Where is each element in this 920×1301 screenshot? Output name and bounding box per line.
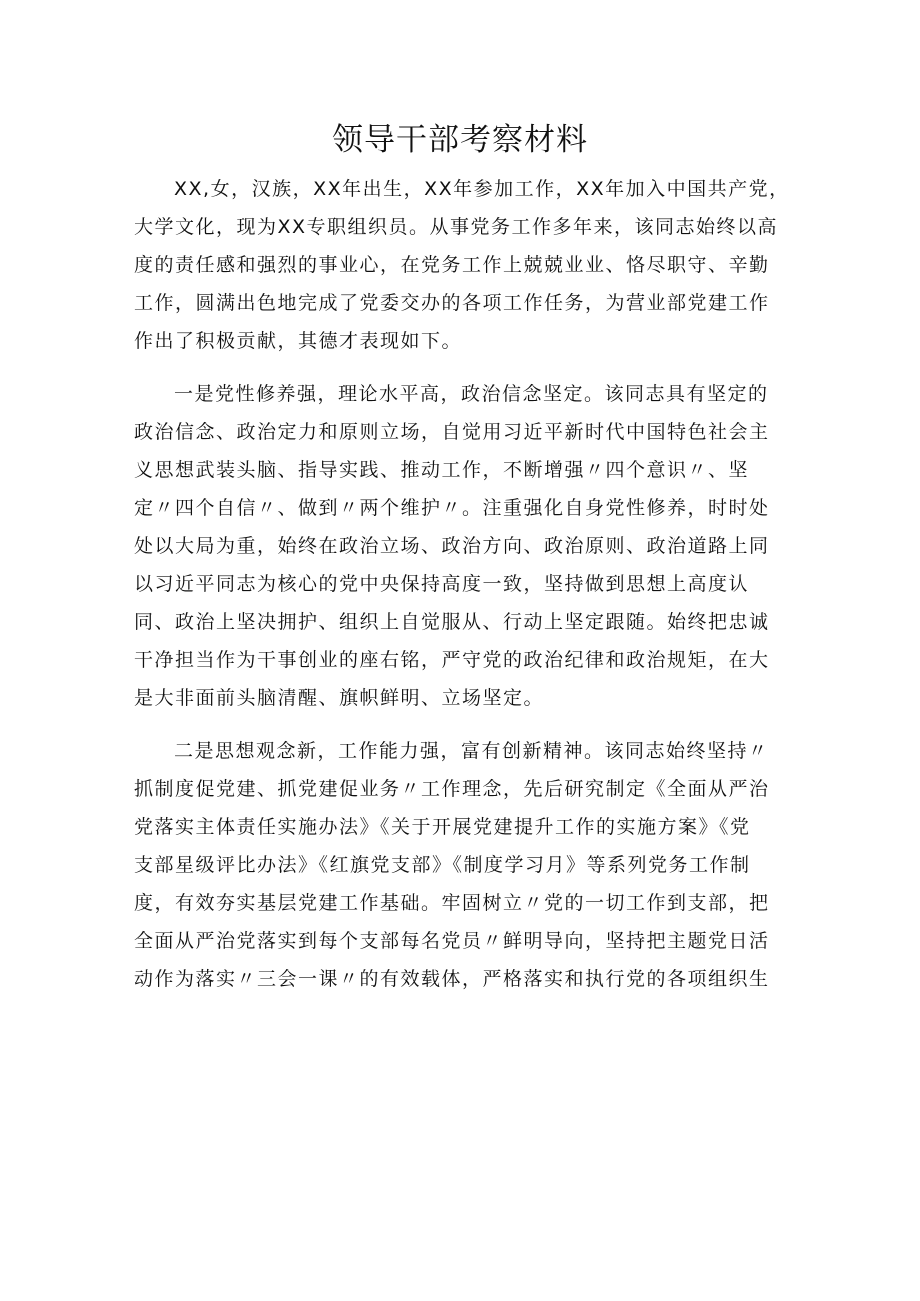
paragraph-line: 作出了积极贡献，其德才表现如下。 bbox=[134, 330, 463, 352]
paragraph-innovation bbox=[134, 732, 770, 998]
paragraph-line: 全面从严治党落实到每个支部每名党员〃鲜明导向，坚持把主题党日活 bbox=[134, 930, 770, 952]
paragraph-line: XX,女，汉族，XX年出生，XX年参加工作，XX年加入中国共产党， bbox=[174, 178, 790, 200]
paragraph-line: 是大非面前头脑清醒、旗帜鲜明、立场坚定。 bbox=[134, 687, 545, 709]
paragraph-line: 大学文化，现为XX专职组织员。从事党务工作多年来，该同志始终以高 bbox=[134, 216, 779, 238]
paragraph-line: 政治信念、政治定力和原则立场，自觉用习近平新时代中国特色社会主 bbox=[134, 421, 770, 443]
paragraph-line: 动作为落实〃三会一课〃的有效载体，严格落实和执行党的各项组织生 bbox=[134, 968, 770, 990]
paragraph-line: 定〃四个自信〃、做到〃两个维护〃。注重强化自身党性修养，时时处 bbox=[134, 497, 770, 519]
document-title: 领导干部考察材料 bbox=[332, 122, 588, 158]
paragraph-line: 以习近平同志为核心的党中央保持高度一致，坚持做到思想上高度认 bbox=[134, 573, 750, 595]
paragraph-line: 处以大局为重，始终在政治立场、政治方向、政治原则、政治道路上同 bbox=[134, 535, 770, 557]
paragraph-line: 二是思想观念新，工作能力强，富有创新精神。该同志始终坚持〃 bbox=[174, 740, 769, 762]
paragraph-line: 工作，圆满出色地完成了党委交办的各项工作任务，为营业部党建工作 bbox=[134, 292, 770, 314]
paragraph-line: 党落实主体责任实施办法》《关于开展党建提升工作的实施方案》《党 bbox=[134, 816, 751, 838]
paragraph-line: 支部星级评比办法》《红旗党支部》《制度学习月》等系列党务工作制 bbox=[134, 854, 751, 876]
paragraph-line: 一是党性修养强，理论水平高，政治信念坚定。该同志具有坚定的 bbox=[174, 383, 769, 405]
paragraph-line: 义思想武装头脑、指导实践、推动工作，不断增强〃四个意识〃、坚 bbox=[134, 459, 750, 481]
paragraph-line: 同、政治上坚决拥护、组织上自觉服从、行动上坚定跟随。始终把忠诚 bbox=[134, 611, 770, 633]
paragraph-intro bbox=[134, 170, 790, 360]
paragraph-line: 干净担当作为干事创业的座右铭，严守党的政治纪律和政治规矩，在大 bbox=[134, 649, 770, 671]
paragraph-line: 度的责任感和强烈的事业心，在党务工作上兢兢业业、恪尽职守、辛勤 bbox=[134, 254, 770, 276]
paragraph-line: 抓制度促党建、抓党建促业务〃工作理念，先后研究制定《全面从严治 bbox=[134, 778, 770, 800]
paragraph-line: 度，有效夯实基层党建工作基础。牢固树立〃党的一切工作到支部，把 bbox=[134, 892, 770, 914]
document-body bbox=[134, 170, 790, 1013]
paragraph-party-spirit bbox=[134, 375, 770, 717]
